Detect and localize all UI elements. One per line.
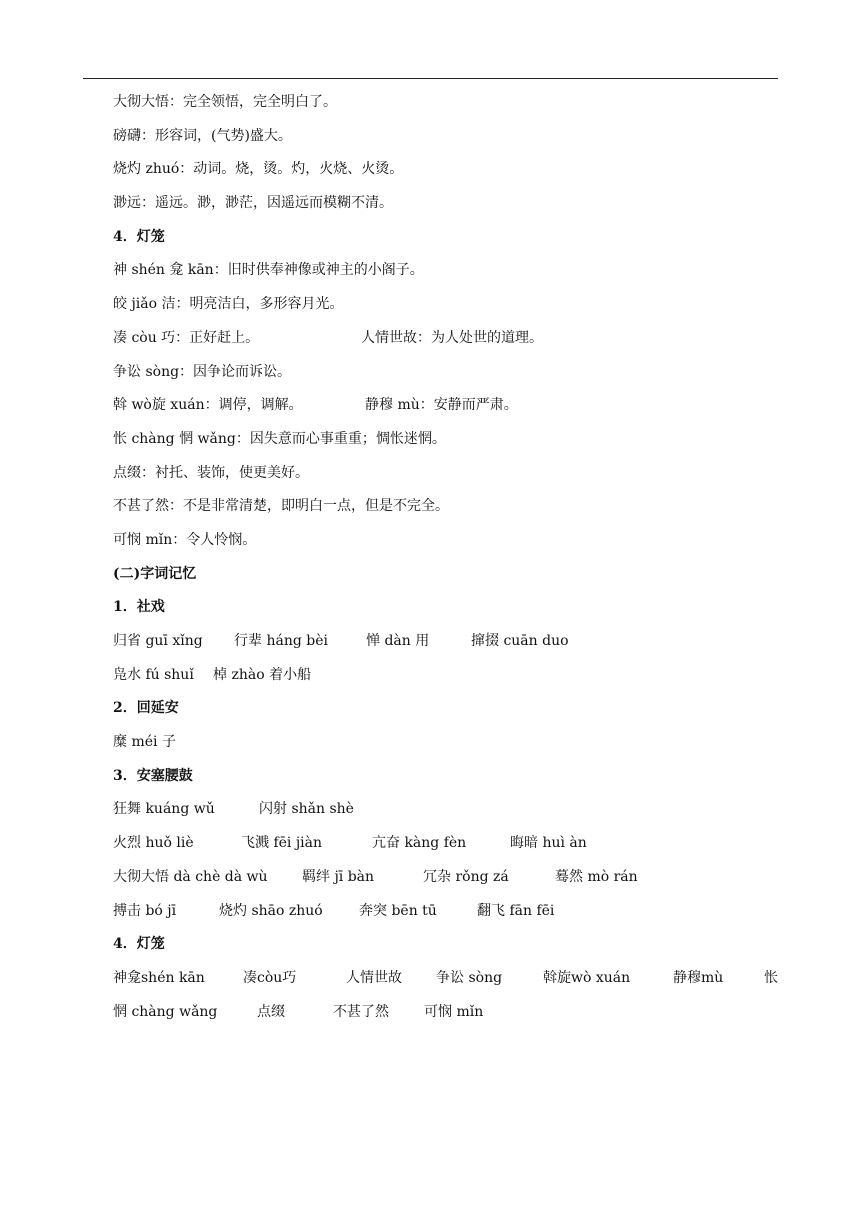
text-line (113, 187, 793, 221)
section-heading (113, 760, 793, 794)
section-heading (113, 692, 793, 726)
vocab-entry: 奔突 bēn tū (359, 902, 437, 919)
heading-text: 3．安塞腰鼓 (113, 767, 193, 784)
text-line (113, 726, 793, 760)
text-line (113, 457, 793, 491)
vocab-entry: 大彻大悟 dà chè dà wù (113, 868, 268, 885)
section-heading (113, 928, 793, 962)
text-line (113, 153, 793, 187)
text-line (113, 423, 793, 457)
vocab-entry: 人情世故：为人处世的道理。 (361, 329, 543, 346)
text-line (113, 356, 793, 390)
vocab-entry: 闪射 shǎn shè (259, 801, 354, 818)
vocab-entry: 争讼 sòng (436, 969, 503, 986)
vocab-entry: 争讼 sòng：因争论而诉讼。 (113, 363, 292, 380)
vocab-entry: 可悯 mǐn (424, 1003, 484, 1020)
vocab-entry: 点缀 (257, 1003, 285, 1020)
vocab-entry: 归省 guī xǐng (113, 633, 203, 649)
text-line (113, 625, 793, 659)
heading-text: (二)字词记忆 (113, 565, 197, 582)
vocab-entry: 亢奋 kàng fèn (372, 835, 467, 852)
vocab-entry: 大彻大悟：完全领悟，完全明白了。 (113, 94, 337, 110)
vocab-entry: 皎 jiǎo 洁：明亮洁白，多形容月光。 (113, 296, 344, 313)
vocab-entry: 神龛shén kān (113, 969, 205, 986)
text-line (113, 490, 793, 524)
text-line (113, 524, 793, 558)
vocab-entry: 羁绊 jī bàn (302, 868, 375, 885)
vocab-entry: 翻飞 fān fēi (477, 902, 555, 919)
document-body (113, 86, 793, 1029)
vocab-entry: 冗杂 rǒng zá (423, 868, 509, 885)
text-line (113, 322, 793, 356)
vocab-entry: 磅礴：形容词，(气势)盛大。 (113, 127, 292, 144)
header-rule (83, 78, 778, 79)
vocab-entry: 怅 (764, 969, 778, 986)
vocab-entry: 斡 wò旋 xuán：调停，调解。 (113, 397, 303, 414)
vocab-entry: 糜 méi 子 (113, 734, 176, 751)
vocab-entry: 不甚了然 (333, 1003, 389, 1020)
vocab-entry: 撺掇 cuān duo (471, 633, 569, 649)
text-line (113, 861, 793, 895)
vocab-entry: 搏击 bó jī (113, 902, 177, 919)
text-line (113, 120, 793, 154)
section-heading (113, 558, 793, 592)
vocab-entry: 凑 còu 巧：正好赶上。 (113, 329, 260, 346)
vocab-entry: 棹 zhào 着小船 (213, 666, 312, 683)
vocab-entry: 火烈 huǒ liè (113, 835, 194, 852)
heading-text: 2．回延安 (113, 700, 179, 717)
text-line (113, 895, 793, 929)
text-line (113, 659, 793, 693)
vocab-entry: 飞溅 fēi jiàn (241, 835, 323, 852)
vocab-entry: 烧灼 zhuó：动词。烧，烫。灼，火烧、火烫。 (113, 161, 404, 178)
vocab-entry: 斡旋wò xuán (543, 969, 631, 986)
vocab-entry: 狂舞 kuáng wǔ (113, 801, 215, 818)
vocab-entry: 静穆mù (673, 969, 724, 986)
vocab-entry: 凫水 fú shuǐ (113, 666, 194, 683)
text-line (113, 86, 793, 120)
vocab-entry: 蓦然 mò rán (555, 868, 638, 885)
vocab-entry: 渺远：遥远。渺，渺茫，因遥远而模糊不清。 (113, 195, 393, 212)
vocab-entry: 晦暗 huì àn (510, 835, 587, 852)
vocab-entry: 烧灼 shāo zhuó (219, 902, 323, 919)
text-line (113, 793, 793, 827)
heading-text: 4．灯笼 (113, 936, 165, 953)
vocab-entry: 凑còu巧 (243, 969, 297, 986)
text-line (113, 389, 793, 423)
vocab-entry: 惘 chàng wǎng (113, 1003, 218, 1020)
section-heading (113, 591, 793, 625)
vocab-entry: 人情世故 (346, 969, 402, 986)
text-line (113, 288, 793, 322)
vocab-entry: 惮 dàn 用 (366, 633, 430, 649)
text-line (113, 827, 793, 861)
text-line (113, 962, 793, 996)
text-line (113, 254, 793, 288)
vocab-entry: 点缀：衬托、装饰，使更美好。 (113, 464, 309, 481)
vocab-entry: 行辈 háng bèi (234, 633, 328, 649)
section-heading (113, 221, 793, 255)
heading-text: 1．社戏 (113, 599, 165, 616)
vocab-entry: 可悯 mǐn：令人怜悯。 (113, 531, 257, 548)
text-line (113, 996, 793, 1030)
vocab-entry: 怅 chàng 惘 wǎng：因失意而心事重重；惆怅迷惘。 (113, 430, 446, 447)
vocab-entry: 神 shén 龛 kān：旧时供奉神像或神主的小阁子。 (113, 262, 424, 279)
heading-text: 4．灯笼 (113, 228, 165, 245)
vocab-entry: 静穆 mù：安静而严肃。 (365, 397, 518, 414)
vocab-entry: 不甚了然：不是非常清楚，即明白一点，但是不完全。 (113, 498, 449, 515)
